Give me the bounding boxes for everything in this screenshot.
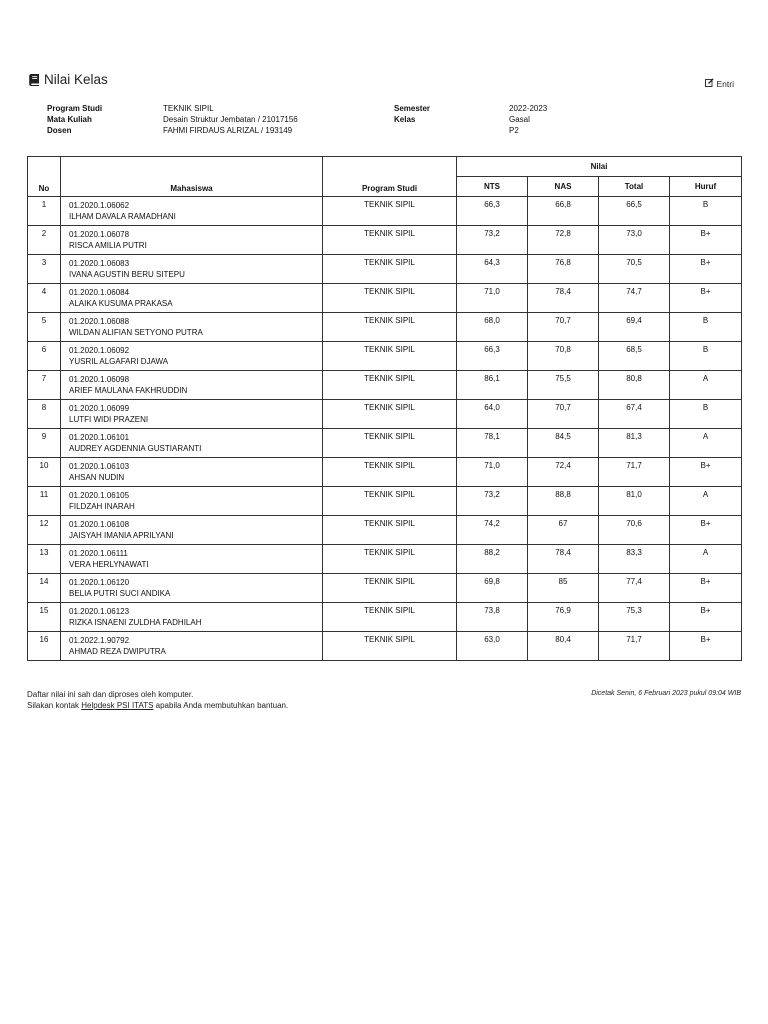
student-name: RISCA AMILIA PUTRI: [69, 241, 147, 250]
student-name: WILDAN ALIFIAN SETYONO PUTRA: [69, 328, 203, 337]
row-mahasiswa: [61, 516, 323, 545]
row-nts: 71,0: [457, 284, 528, 313]
row-no: 16: [28, 632, 61, 661]
row-program-studi: TEKNIK SIPIL: [323, 632, 457, 661]
row-total: 66,5: [599, 197, 670, 226]
row-huruf: A: [670, 429, 742, 458]
student-name: VERA HERLYNAWATI: [69, 560, 149, 569]
row-huruf: B: [670, 342, 742, 371]
row-program-studi: TEKNIK SIPIL: [323, 197, 457, 226]
row-no: 9: [28, 429, 61, 458]
student-name: AUDREY AGDENNIA GUSTIARANTI: [69, 444, 202, 453]
footer-line-2-prefix: Silakan kontak: [27, 701, 82, 710]
header-no: No: [28, 157, 61, 197]
table-row: [28, 603, 742, 632]
row-huruf: B: [670, 400, 742, 429]
row-no: 15: [28, 603, 61, 632]
table-row: [28, 197, 742, 226]
row-mahasiswa: [61, 313, 323, 342]
row-huruf: B+: [670, 458, 742, 487]
student-nim: 01.2020.1.06084: [69, 288, 130, 297]
row-total: 67,4: [599, 400, 670, 429]
row-no: 12: [28, 516, 61, 545]
student-nim: 01.2020.1.06111: [69, 549, 128, 558]
row-mahasiswa: [61, 342, 323, 371]
book-icon: [29, 74, 40, 86]
row-huruf: B+: [670, 574, 742, 603]
row-program-studi: TEKNIK SIPIL: [323, 400, 457, 429]
row-nts: 66,3: [457, 342, 528, 371]
row-total: 70,5: [599, 255, 670, 284]
row-nas: 88,8: [528, 487, 599, 516]
row-program-studi: TEKNIK SIPIL: [323, 516, 457, 545]
student-nim: 01.2020.1.06120: [69, 578, 130, 587]
student-name: IVANA AGUSTIN BERU SITEPU: [69, 270, 185, 279]
footer-note: [27, 689, 288, 711]
row-nts: 73,2: [457, 487, 528, 516]
row-total: 74,7: [599, 284, 670, 313]
table-row: [28, 255, 742, 284]
row-total: 70,6: [599, 516, 670, 545]
student-nim: 01.2020.1.06105: [69, 491, 130, 500]
row-mahasiswa: [61, 400, 323, 429]
student-nim: 01.2020.1.06078: [69, 230, 130, 239]
row-nts: 64,3: [457, 255, 528, 284]
row-nas: 84,5: [528, 429, 599, 458]
row-nas: 72,4: [528, 458, 599, 487]
row-nts: 88,2: [457, 545, 528, 574]
row-nas: 76,8: [528, 255, 599, 284]
student-nim: 01.2020.1.06088: [69, 317, 130, 326]
row-no: 5: [28, 313, 61, 342]
header-nas: NAS: [528, 177, 599, 197]
row-huruf: B+: [670, 516, 742, 545]
header-mahasiswa: Mahasiswa: [61, 157, 323, 197]
mata-kuliah-label: Mata Kuliah: [47, 115, 92, 124]
dosen-label: Dosen: [47, 126, 72, 135]
table-row: [28, 342, 742, 371]
row-total: 71,7: [599, 458, 670, 487]
semester-value: 2022-2023 Gasal: [509, 104, 548, 124]
row-nts: 73,2: [457, 226, 528, 255]
row-huruf: A: [670, 371, 742, 400]
row-nas: 70,7: [528, 313, 599, 342]
row-total: 83,3: [599, 545, 670, 574]
student-nim: 01.2020.1.06092: [69, 346, 130, 355]
header-huruf: Huruf: [670, 177, 742, 197]
row-no: 13: [28, 545, 61, 574]
program-studi-label: Program Studi: [47, 104, 103, 113]
grades-body: [28, 197, 742, 661]
header-total: Total: [599, 177, 670, 197]
table-row: [28, 429, 742, 458]
student-name: BELIA PUTRI SUCI ANDIKA: [69, 589, 171, 598]
row-mahasiswa: [61, 487, 323, 516]
grades-table: [27, 156, 742, 661]
row-mahasiswa: [61, 371, 323, 400]
row-mahasiswa: [61, 458, 323, 487]
student-name: JAISYAH IMANIA APRILYANI: [69, 531, 174, 540]
row-nts: 63,0: [457, 632, 528, 661]
row-program-studi: TEKNIK SIPIL: [323, 284, 457, 313]
footer-line-2-suffix: apabila Anda membutuhkan bantuan.: [153, 701, 289, 710]
row-nts: 74,2: [457, 516, 528, 545]
table-row: [28, 313, 742, 342]
row-program-studi: TEKNIK SIPIL: [323, 226, 457, 255]
row-no: 1: [28, 197, 61, 226]
row-program-studi: TEKNIK SIPIL: [323, 371, 457, 400]
row-mahasiswa: [61, 226, 323, 255]
row-huruf: B: [670, 313, 742, 342]
row-nas: 85: [528, 574, 599, 603]
row-nas: 70,7: [528, 400, 599, 429]
row-no: 2: [28, 226, 61, 255]
row-huruf: B+: [670, 632, 742, 661]
student-name: AHSAN NUDIN: [69, 473, 125, 482]
row-mahasiswa: [61, 255, 323, 284]
row-total: 69,4: [599, 313, 670, 342]
row-total: 81,0: [599, 487, 670, 516]
row-mahasiswa: [61, 603, 323, 632]
footer-line-1: Daftar nilai ini sah dan diproses oleh komputer.: [27, 690, 194, 699]
row-total: 75,3: [599, 603, 670, 632]
row-huruf: B+: [670, 255, 742, 284]
row-nts: 69,8: [457, 574, 528, 603]
row-nas: 72,8: [528, 226, 599, 255]
row-nas: 80,4: [528, 632, 599, 661]
table-row: [28, 284, 742, 313]
row-no: 7: [28, 371, 61, 400]
table-row: [28, 226, 742, 255]
row-nas: 70,8: [528, 342, 599, 371]
student-name: RIZKA ISNAENI ZULDHA FADHILAH: [69, 618, 202, 627]
row-nts: 68,0: [457, 313, 528, 342]
edit-icon: [705, 78, 714, 89]
row-mahasiswa: [61, 429, 323, 458]
row-program-studi: TEKNIK SIPIL: [323, 255, 457, 284]
row-nas: 78,4: [528, 284, 599, 313]
student-nim: 01.2020.1.06062: [69, 201, 130, 210]
table-row: [28, 458, 742, 487]
footer-line-2: [27, 700, 288, 711]
row-mahasiswa: [61, 632, 323, 661]
row-nts: 66,3: [457, 197, 528, 226]
row-no: 14: [28, 574, 61, 603]
student-nim: 01.2020.1.06098: [69, 375, 130, 384]
row-huruf: B+: [670, 284, 742, 313]
row-no: 11: [28, 487, 61, 516]
row-total: 68,5: [599, 342, 670, 371]
row-huruf: B+: [670, 226, 742, 255]
row-nas: 66,8: [528, 197, 599, 226]
row-program-studi: TEKNIK SIPIL: [323, 487, 457, 516]
row-huruf: A: [670, 487, 742, 516]
mata-kuliah-value: Desain Struktur Jembatan / 21017156: [163, 115, 298, 124]
row-huruf: B+: [670, 603, 742, 632]
row-total: 73,0: [599, 226, 670, 255]
row-no: 3: [28, 255, 61, 284]
row-mahasiswa: [61, 545, 323, 574]
student-name: FILDZAH INARAH: [69, 502, 135, 511]
kelas-value: P2: [509, 126, 519, 135]
student-nim: 01.2020.1.06099: [69, 404, 130, 413]
student-name: LUTFI WIDI PRAZENI: [69, 415, 149, 424]
row-program-studi: TEKNIK SIPIL: [323, 545, 457, 574]
row-no: 4: [28, 284, 61, 313]
header-nts: NTS: [457, 177, 528, 197]
row-no: 10: [28, 458, 61, 487]
row-program-studi: TEKNIK SIPIL: [323, 458, 457, 487]
table-row: [28, 545, 742, 574]
page-title: [29, 72, 108, 87]
row-no: 8: [28, 400, 61, 429]
row-huruf: B: [670, 197, 742, 226]
row-nas: 75,5: [528, 371, 599, 400]
row-total: 71,7: [599, 632, 670, 661]
header-nilai: Nilai: [457, 157, 742, 177]
table-row: [28, 632, 742, 661]
student-nim: 01.2020.1.06108: [69, 520, 130, 529]
printed-timestamp: Dicetak Senin, 6 Februari 2023 pukul 09:04 WIB: [591, 690, 741, 697]
row-nts: 73,8: [457, 603, 528, 632]
row-program-studi: TEKNIK SIPIL: [323, 429, 457, 458]
row-program-studi: TEKNIK SIPIL: [323, 342, 457, 371]
student-name: ALAIKA KUSUMA PRAKASA: [69, 299, 173, 308]
student-nim: 01.2020.1.06101: [69, 433, 130, 442]
row-total: 77,4: [599, 574, 670, 603]
dosen-value: FAHMI FIRDAUS ALRIZAL / 193149: [163, 126, 293, 135]
student-nim: 01.2020.1.06123: [69, 607, 130, 616]
student-nim: 01.2020.1.06083: [69, 259, 130, 268]
table-row: [28, 400, 742, 429]
entri-label: Entri: [716, 78, 734, 89]
row-program-studi: TEKNIK SIPIL: [323, 313, 457, 342]
row-no: 6: [28, 342, 61, 371]
row-program-studi: TEKNIK SIPIL: [323, 603, 457, 632]
row-mahasiswa: [61, 197, 323, 226]
student-nim: 01.2020.1.06103: [69, 462, 130, 471]
row-nas: 78,4: [528, 545, 599, 574]
row-program-studi: TEKNIK SIPIL: [323, 574, 457, 603]
header-program-studi: Program Studi: [323, 157, 457, 197]
student-nim: 01.2022.1.90792: [69, 636, 130, 645]
row-nas: 76,9: [528, 603, 599, 632]
table-row: [28, 574, 742, 603]
semester-label: Semester: [394, 104, 431, 113]
row-mahasiswa: [61, 574, 323, 603]
entri-button[interactable]: [705, 78, 734, 89]
program-studi-value: TEKNIK SIPIL: [163, 104, 214, 113]
table-row: [28, 516, 742, 545]
row-total: 81,3: [599, 429, 670, 458]
row-nts: 78,1: [457, 429, 528, 458]
row-huruf: A: [670, 545, 742, 574]
row-nts: 71,0: [457, 458, 528, 487]
row-nts: 86,1: [457, 371, 528, 400]
student-name: ARIEF MAULANA FAKHRUDDIN: [69, 386, 188, 395]
row-mahasiswa: [61, 284, 323, 313]
student-name: ILHAM DAVALA RAMADHANI: [69, 212, 176, 221]
student-name: YUSRIL ALGAFARI DJAWA: [69, 357, 169, 366]
row-total: 80,8: [599, 371, 670, 400]
page-title-text: Nilai Kelas: [44, 72, 108, 87]
table-row: [28, 371, 742, 400]
kelas-label: Kelas: [394, 115, 416, 124]
helpdesk-link[interactable]: Helpdesk PSI ITATS: [81, 701, 154, 710]
table-row: [28, 487, 742, 516]
student-name: AHMAD REZA DWIPUTRA: [69, 647, 166, 656]
row-nts: 64,0: [457, 400, 528, 429]
row-nas: 67: [528, 516, 599, 545]
